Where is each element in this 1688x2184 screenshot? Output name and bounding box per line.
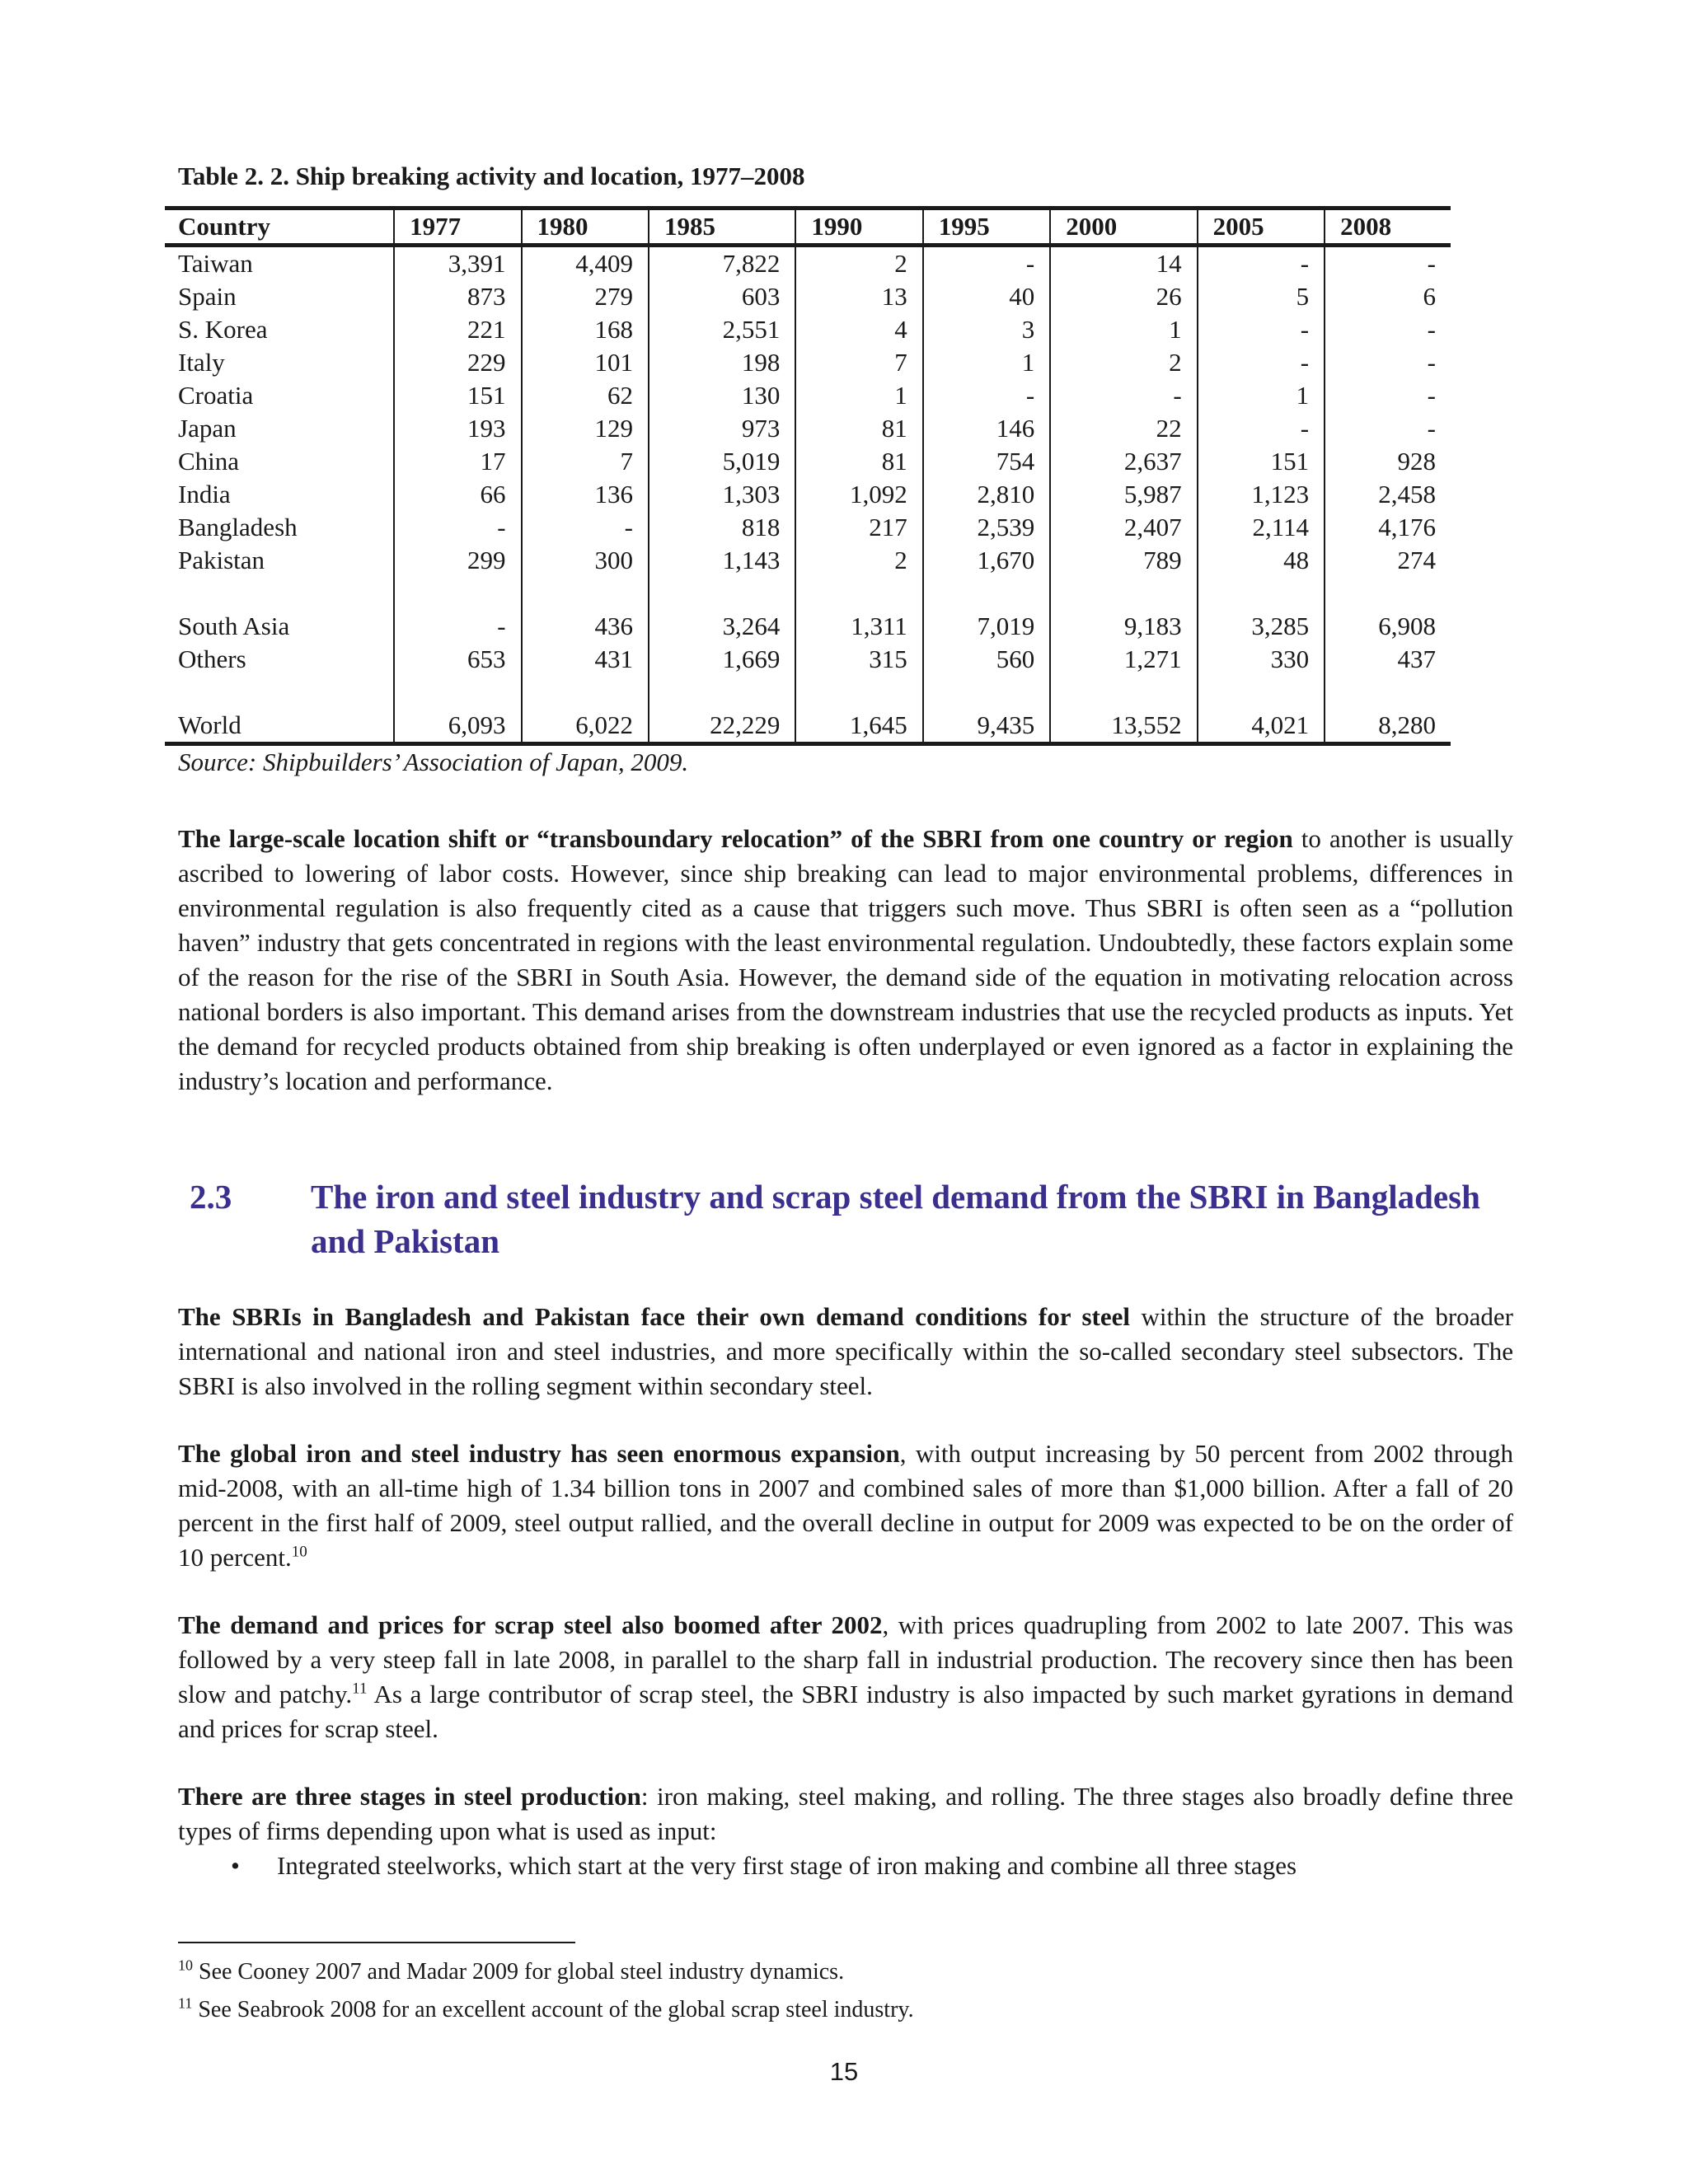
value-cell: 81: [795, 445, 922, 478]
value-cell: 1,669: [649, 643, 795, 676]
spacer-cell: [1325, 577, 1451, 610]
col-header-country: Country: [165, 209, 394, 246]
value-cell: 151: [1198, 445, 1325, 478]
table-title: Table 2. 2. Ship breaking activity and location, 1977–2008: [178, 162, 805, 190]
bullet-marker: •: [231, 1851, 240, 1880]
value-cell: 3,264: [649, 610, 795, 643]
country-cell: Pakistan: [178, 546, 265, 574]
value-cell: 17: [394, 445, 521, 478]
value-cell: 146: [923, 412, 1050, 445]
value-cell: -: [923, 246, 1050, 281]
footnote-11: [178, 1991, 1513, 2029]
value-cell: 14: [1050, 246, 1197, 281]
value-cell: 40: [923, 280, 1050, 313]
footnotes: [178, 1942, 1513, 2029]
page-number: 15: [829, 2057, 859, 2086]
paragraph-global-expansion: [178, 1436, 1513, 1575]
section-number: 2.3: [190, 1178, 232, 1216]
paragraph-body: : iron making, steel making, and rolling. The three stages also broadly define three types of firms depending upon what is used as input:: [178, 1782, 1513, 1845]
spacer-cell: [795, 577, 922, 610]
value-cell: 1,311: [795, 610, 922, 643]
paragraph-lead: There are three stages in steel production: [178, 1782, 641, 1811]
paragraph-body: , with prices quadrupling from 2002 to late 2007. This was followed by a very steep fall in late 2008, in parallel to the sharp fall in industrial production. The recovery since then has been slow and patchy.: [178, 1610, 1513, 1708]
value-cell: -: [394, 610, 521, 643]
bullet-item: [231, 1849, 1513, 1883]
table-row: [165, 412, 1451, 445]
value-cell: 6,908: [1325, 610, 1451, 643]
table-row: [165, 280, 1451, 313]
country-cell: India: [178, 480, 231, 509]
table-row: [165, 544, 1451, 577]
value-cell: 6,022: [522, 709, 649, 744]
footnote-ref-11[interactable]: 11: [352, 1680, 368, 1698]
spacer-cell: [1198, 676, 1325, 709]
value-cell: 2,810: [923, 478, 1050, 511]
spacer-cell: [923, 577, 1050, 610]
footnote-text: See Cooney 2007 and Madar 2009 for global steel industry dynamics.: [193, 1959, 845, 1985]
ship-breaking-table: [165, 206, 1451, 746]
value-cell: 7,822: [649, 246, 795, 281]
spacer-cell: [1325, 676, 1451, 709]
col-header-1995: 1995: [923, 209, 1050, 246]
value-cell: 9,435: [923, 709, 1050, 744]
value-cell: 560: [923, 643, 1050, 676]
value-cell: 1,670: [923, 544, 1050, 577]
table-spacer-row: [165, 577, 1451, 610]
value-cell: 2: [795, 544, 922, 577]
value-cell: 217: [795, 511, 922, 544]
footnote-rule: [178, 1942, 575, 1943]
table-row: [165, 346, 1451, 379]
spacer-cell: [522, 577, 649, 610]
table-header-row: [165, 209, 1451, 246]
value-cell: 928: [1325, 445, 1451, 478]
value-cell: 5: [1198, 280, 1325, 313]
value-cell: 7: [522, 445, 649, 478]
value-cell: 22: [1050, 412, 1197, 445]
value-cell: 1,303: [649, 478, 795, 511]
value-cell: 129: [522, 412, 649, 445]
value-cell: 5,019: [649, 445, 795, 478]
table-row: [165, 511, 1451, 544]
value-cell: -: [1325, 246, 1451, 281]
spacer-cell: [394, 577, 521, 610]
value-cell: 1,271: [1050, 643, 1197, 676]
spacer-cell: [394, 676, 521, 709]
value-cell: 193: [394, 412, 521, 445]
value-cell: 873: [394, 280, 521, 313]
value-cell: 66: [394, 478, 521, 511]
paragraph-body-cont: As a large contributor of scrap steel, the SBRI industry is also impacted by such market gyrations in demand and prices for scrap steel.: [178, 1680, 1513, 1743]
value-cell: -: [1325, 412, 1451, 445]
value-cell: 101: [522, 346, 649, 379]
value-cell: 1,645: [795, 709, 922, 744]
paragraph-relocation: [178, 822, 1513, 1099]
value-cell: 13: [795, 280, 922, 313]
paragraph-three-stages: [178, 1779, 1513, 1849]
country-cell: Croatia: [178, 381, 254, 410]
value-cell: 1,143: [649, 544, 795, 577]
country-cell: Bangladesh: [178, 513, 298, 541]
paragraph-lead: The global iron and steel industry has seen enormous expansion: [178, 1439, 900, 1468]
country-cell: Others: [178, 644, 246, 673]
footnote-ref-10[interactable]: 10: [291, 1543, 307, 1561]
main-content: [178, 162, 1513, 1883]
value-cell: 300: [522, 544, 649, 577]
value-cell: 1: [795, 379, 922, 412]
value-cell: 603: [649, 280, 795, 313]
table-row: [165, 643, 1451, 676]
value-cell: 9,183: [1050, 610, 1197, 643]
value-cell: 8,280: [1325, 709, 1451, 744]
table-row: [165, 379, 1451, 412]
value-cell: 315: [795, 643, 922, 676]
spacer-cell: [165, 577, 394, 610]
footnote-number: 10: [178, 1957, 193, 1974]
value-cell: -: [923, 379, 1050, 412]
value-cell: 22,229: [649, 709, 795, 744]
value-cell: 1: [1050, 313, 1197, 346]
col-header-2008: 2008: [1325, 209, 1451, 246]
value-cell: 436: [522, 610, 649, 643]
country-cell: Japan: [178, 414, 237, 443]
value-cell: 2: [1050, 346, 1197, 379]
table-body: [165, 246, 1451, 744]
value-cell: 789: [1050, 544, 1197, 577]
value-cell: 299: [394, 544, 521, 577]
bullet-list: [231, 1849, 1513, 1883]
value-cell: 5,987: [1050, 478, 1197, 511]
country-cell: S. Korea: [178, 315, 268, 344]
table-row: [165, 445, 1451, 478]
country-cell: World: [165, 709, 394, 744]
value-cell: -: [1198, 246, 1325, 281]
value-cell: 3,285: [1198, 610, 1325, 643]
value-cell: 13,552: [1050, 709, 1197, 744]
value-cell: 229: [394, 346, 521, 379]
paragraph-lead: The demand and prices for scrap steel also boomed after 2002: [178, 1610, 883, 1639]
spacer-cell: [522, 676, 649, 709]
value-cell: -: [1198, 313, 1325, 346]
value-cell: -: [1198, 412, 1325, 445]
table-row: [165, 478, 1451, 511]
value-cell: -: [522, 511, 649, 544]
value-cell: 3,391: [394, 246, 521, 281]
value-cell: 198: [649, 346, 795, 379]
value-cell: 4,176: [1325, 511, 1451, 544]
value-cell: 274: [1325, 544, 1451, 577]
spacer-cell: [923, 676, 1050, 709]
paragraph-scrap-prices: [178, 1608, 1513, 1746]
col-header-2000: 2000: [1050, 209, 1197, 246]
country-cell: Taiwan: [178, 249, 253, 278]
value-cell: 168: [522, 313, 649, 346]
col-header-2005: 2005: [1198, 209, 1325, 246]
value-cell: -: [1325, 379, 1451, 412]
col-header-1985: 1985: [649, 209, 795, 246]
footnote-text: See Seabrook 2008 for an excellent account of the global scrap steel industry.: [192, 1997, 914, 2022]
value-cell: 2,637: [1050, 445, 1197, 478]
table-row: [165, 709, 1451, 744]
value-cell: 151: [394, 379, 521, 412]
value-cell: 4,021: [1198, 709, 1325, 744]
spacer-cell: [165, 676, 394, 709]
value-cell: -: [1198, 346, 1325, 379]
paragraph-body: , with output increasing by 50 percent from 2002 through mid-2008, with an all-time high of 1.34 billion tons in 2007 and combined sales of more than $1,000 billion. After a fall of 20 percent in the first half of 2009, steel output rallied, and the overall decline in output for 2009 was expected to be on the order of 10 percent.: [178, 1439, 1513, 1572]
footnote-10: [178, 1953, 1513, 1991]
value-cell: 4,409: [522, 246, 649, 281]
value-cell: 1,092: [795, 478, 922, 511]
value-cell: -: [1325, 313, 1451, 346]
value-cell: 48: [1198, 544, 1325, 577]
table-spacer-row: [165, 676, 1451, 709]
value-cell: -: [394, 511, 521, 544]
value-cell: 6: [1325, 280, 1451, 313]
value-cell: 2,539: [923, 511, 1050, 544]
value-cell: 136: [522, 478, 649, 511]
value-cell: 437: [1325, 643, 1451, 676]
value-cell: 6,093: [394, 709, 521, 744]
country-cell: Italy: [178, 348, 225, 377]
section-title: The iron and steel industry and scrap steel demand from the SBRI in Bangladesh and Pakistan: [311, 1178, 1480, 1260]
value-cell: -: [1050, 379, 1197, 412]
value-cell: 26: [1050, 280, 1197, 313]
spacer-cell: [649, 577, 795, 610]
value-cell: 3: [923, 313, 1050, 346]
table-row: [165, 610, 1451, 643]
value-cell: 2,551: [649, 313, 795, 346]
value-cell: 2,458: [1325, 478, 1451, 511]
value-cell: -: [1325, 346, 1451, 379]
value-cell: 754: [923, 445, 1050, 478]
value-cell: 279: [522, 280, 649, 313]
spacer-cell: [649, 676, 795, 709]
value-cell: 973: [649, 412, 795, 445]
value-cell: 2: [795, 246, 922, 281]
value-cell: 7: [795, 346, 922, 379]
value-cell: 7,019: [923, 610, 1050, 643]
value-cell: 2,114: [1198, 511, 1325, 544]
col-header-1980: 1980: [522, 209, 649, 246]
table-source: Source: Shipbuilders’ Association of Japan, 2009.: [178, 748, 689, 776]
value-cell: 1,123: [1198, 478, 1325, 511]
value-cell: 130: [649, 379, 795, 412]
value-cell: 2,407: [1050, 511, 1197, 544]
value-cell: 81: [795, 412, 922, 445]
country-cell: China: [178, 447, 240, 476]
value-cell: 330: [1198, 643, 1325, 676]
value-cell: 431: [522, 643, 649, 676]
table-row: [165, 246, 1451, 281]
spacer-cell: [1198, 577, 1325, 610]
value-cell: 653: [394, 643, 521, 676]
paragraph-body: within the structure of the broader international and national iron and steel industries, and more specifically within the so-called secondary steel subsectors. The SBRI is also involved in the rolling segment within secondary steel.: [178, 1302, 1513, 1400]
col-header-1990: 1990: [795, 209, 922, 246]
paragraph-demand-conditions: [178, 1300, 1513, 1404]
paragraph-lead: The SBRIs in Bangladesh and Pakistan face their own demand conditions for steel: [178, 1302, 1130, 1331]
value-cell: 1: [1198, 379, 1325, 412]
spacer-cell: [1050, 676, 1197, 709]
value-cell: 4: [795, 313, 922, 346]
footnote-number: 11: [178, 1994, 193, 2012]
paragraph-lead: The large-scale location shift or “transboundary relocation” of the SBRI from one country or region: [178, 824, 1293, 853]
paragraph-body: to another is usually ascribed to lowering of labor costs. However, since ship breaking can lead to major environmental problems, differences in environmental regulation is also frequently cited as a cause that triggers such move. Thus SBRI is often seen as a “pollution haven” industry that gets concentrated in regions with the least environmental regulation. Undoubtedly, these factors explain some of the reason for the rise of the SBRI in South Asia. However, the demand side of the equation in motivating relocation across national borders is also important. This demand arises from the downstream industries that use the recycled products as inputs. Yet the demand for recycled products obtained from ship breaking is often underplayed or even ignored as a factor in explaining the industry’s location and performance.: [178, 824, 1514, 1095]
table-row: [165, 313, 1451, 346]
col-header-1977: 1977: [394, 209, 521, 246]
section-heading: [190, 1174, 1513, 1263]
country-cell: Spain: [178, 282, 237, 311]
bullet-text: Integrated steelworks, which start at the very first stage of iron making and combine all three stages: [277, 1851, 1297, 1880]
spacer-cell: [795, 676, 922, 709]
value-cell: 818: [649, 511, 795, 544]
country-cell: South Asia: [178, 612, 290, 640]
value-cell: 62: [522, 379, 649, 412]
spacer-cell: [1050, 577, 1197, 610]
value-cell: 221: [394, 313, 521, 346]
value-cell: 1: [923, 346, 1050, 379]
